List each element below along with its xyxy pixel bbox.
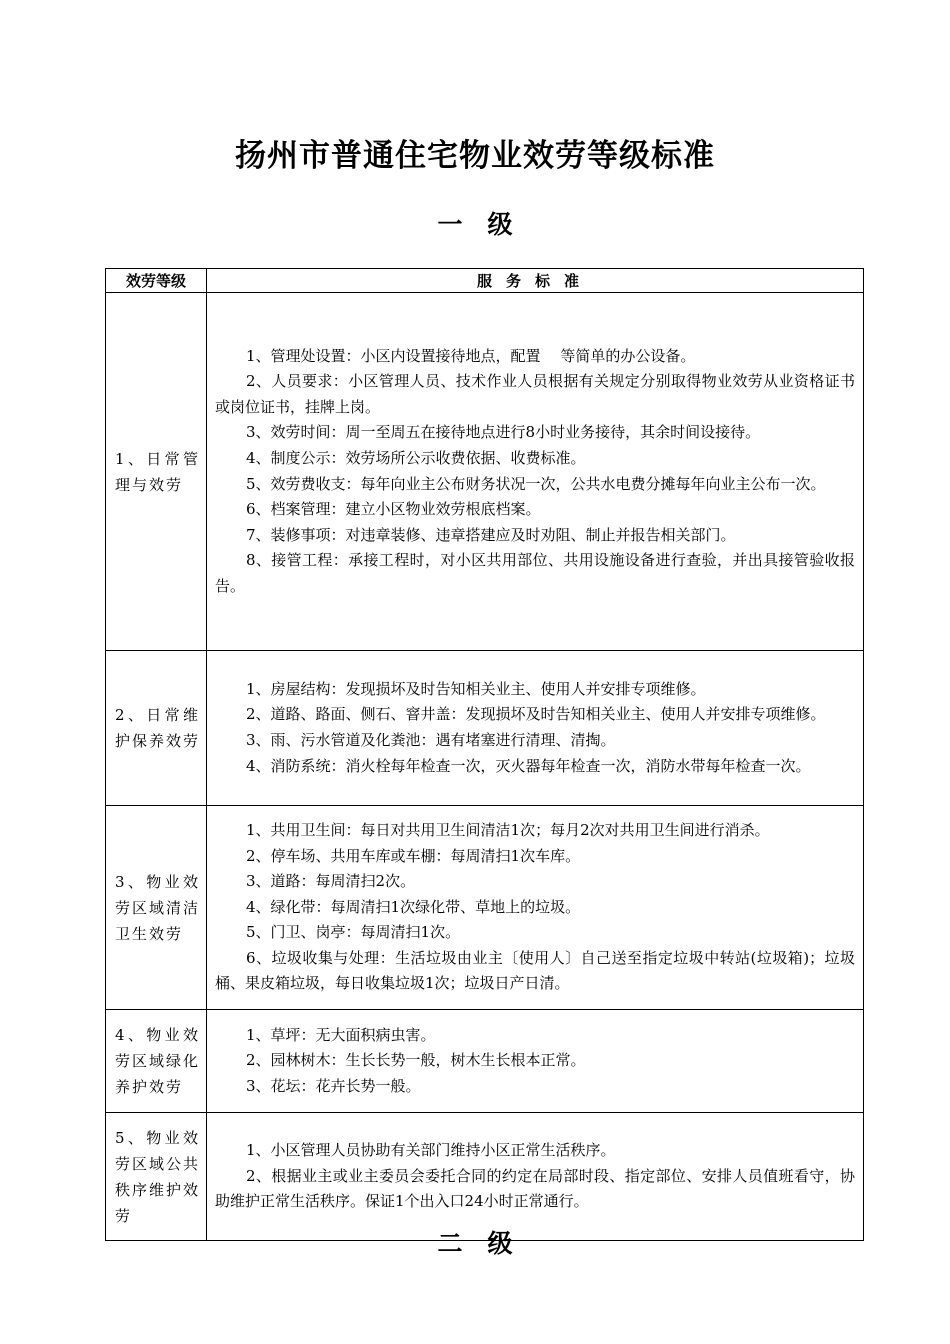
items-cell [207,1113,864,1241]
service-standards-table [105,268,864,1241]
list-item: 3、花坛：花卉长势一般。 [246,1076,421,1095]
list-item: 6、档案管理：建立小区物业效劳根底档案。 [246,500,541,519]
list-item: 4、消防系统：消火栓每年检查一次，灭火器每年检查一次，消防水带每年检查一次。 [246,756,811,775]
document-title: 扬州市普通住宅物业效劳等级标准 [235,138,715,174]
list-item: 4、制度公示：效劳场所公示收费依据、收费标准。 [246,448,586,467]
header-service-standard: 服务标准 [207,269,864,293]
list-item: 1、草坪：无大面积病虫害。 [246,1025,436,1044]
list-item: 3、效劳时间：周一至周五在接待地点进行8小时业务接待，其余时间设接待。 [246,423,761,442]
level-1-heading: 一 级 [437,210,513,239]
items-cell [207,651,864,806]
list-item: 2、根据业主或业主委员会委托合同的约定在局部时段、指定部位、安排人员值班看守，协助维护正常生活秩序。保证1个出入口24小时正常通行。 [215,1166,855,1211]
table-row [106,651,864,806]
list-item: 2、停车场、共用车库或车棚：每周清扫1次车库。 [246,846,581,865]
table-row [106,293,864,651]
category-cell: 4、物业效劳区域绿化养护效劳 [106,1010,207,1113]
table-header-row [106,269,864,293]
category-cell: 5、物业效劳区域公共秩序维护效劳 [106,1113,207,1241]
category-cell: 3、物业效劳区域清洁卫生效劳 [106,806,207,1010]
level-2-heading: 二 级 [437,1229,513,1258]
list-item: 6、垃圾收集与处理：生活垃圾由业主〔使用人〕自己送至指定垃圾中转站(垃圾箱)；垃圾桶、果皮箱垃圾，每日收集垃圾1次；垃圾日产日清。 [215,948,855,993]
header-service-level: 效劳等级 [106,269,207,293]
list-item: 1、管理处设置：小区内设置接待地点，配置 等简单的办公设备。 [246,346,696,365]
list-item: 3、道路：每周清扫2次。 [246,872,416,891]
table-row [106,1010,864,1113]
category-cell: 1、日常管理与效劳 [106,293,207,651]
table-row [106,1113,864,1241]
items-cell [207,293,864,651]
list-item: 1、房屋结构：发现损坏及时告知相关业主、使用人并安排专项维修。 [246,679,706,698]
list-item: 7、装修事项：对违章装修、违章搭建应及时劝阻、制止并报告相关部门。 [246,525,736,544]
category-cell: 2、日常维护保养效劳 [106,651,207,806]
list-item: 2、道路、路面、侧石、窨井盖：发现损坏及时告知相关业主、使用人并安排专项维修。 [246,705,826,724]
list-item: 1、小区管理人员协助有关部门维持小区正常生活秩序。 [246,1141,616,1160]
list-item: 2、人员要求：小区管理人员、技术作业人员根据有关规定分别取得物业效劳从业资格证书或岗位证书，挂牌上岗。 [215,372,855,416]
list-item: 8、接管工程：承接工程时，对小区共用部位、共用设施设备进行查验，并出具接管验收报告。 [215,551,855,595]
list-item: 5、效劳费收支：每年向业主公布财务状况一次，公共水电费分摊每年向业主公布一次。 [246,474,826,493]
items-cell [207,1010,864,1113]
list-item: 2、园林树木：生长长势一般，树木生长根本正常。 [246,1051,586,1070]
list-item: 4、绿化带：每周清扫1次绿化带、草地上的垃圾。 [246,897,581,916]
list-item: 3、雨、污水管道及化粪池：遇有堵塞进行清理、清掏。 [246,731,616,749]
list-item: 1、共用卫生间：每日对共用卫生间清洁1次；每月2次对共用卫生间进行消杀。 [246,820,770,839]
items-cell [207,806,864,1010]
table-row [106,806,864,1010]
list-item: 5、门卫、岗亭：每周清扫1次。 [246,923,461,942]
